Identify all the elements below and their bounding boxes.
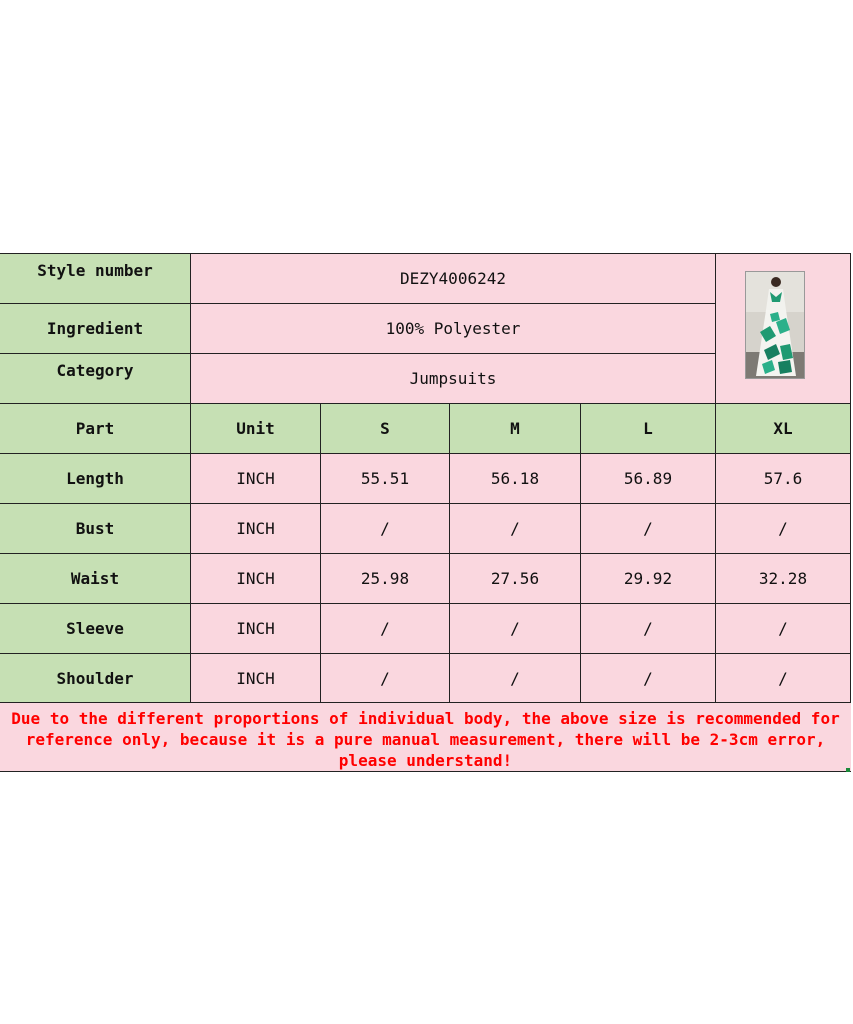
sleeve-m: / [450,604,581,654]
bust-m: / [450,504,581,554]
row-unit: INCH [191,654,321,703]
shoulder-xl: / [716,654,851,703]
waist-m: 27.56 [450,554,581,604]
header-size-l: L [581,404,716,454]
sleeve-s: / [321,604,450,654]
header-unit: Unit [191,404,321,454]
style-number-value: DEZY4006242 [191,254,716,304]
sleeve-l: / [581,604,716,654]
length-xl: 57.6 [716,454,851,504]
row-part-shoulder: Shoulder [0,654,191,703]
measurement-notice: Due to the different proportions of individual body, the above size is recommended for reference only, because it is a pure manual measurement, there will be 2-3cm error, please understand! [0,703,851,772]
category-label: Category [0,354,191,404]
header-size-s: S [321,404,450,454]
row-unit: INCH [191,604,321,654]
length-s: 55.51 [321,454,450,504]
header-size-m: M [450,404,581,454]
header-size-xl: XL [716,404,851,454]
sleeve-xl: / [716,604,851,654]
length-l: 56.89 [581,454,716,504]
shoulder-s: / [321,654,450,703]
product-photo [745,271,805,379]
waist-l: 29.92 [581,554,716,604]
length-m: 56.18 [450,454,581,504]
bust-l: / [581,504,716,554]
dress-model-image [746,272,805,379]
row-unit: INCH [191,454,321,504]
size-chart [0,253,851,772]
bust-s: / [321,504,450,554]
shoulder-m: / [450,654,581,703]
waist-s: 25.98 [321,554,450,604]
row-part-bust: Bust [0,504,191,554]
row-unit: INCH [191,504,321,554]
row-part-waist: Waist [0,554,191,604]
waist-xl: 32.28 [716,554,851,604]
category-value: Jumpsuits [191,354,716,404]
row-unit: INCH [191,554,321,604]
selection-handle [846,768,850,772]
row-part-sleeve: Sleeve [0,604,191,654]
ingredient-label: Ingredient [0,304,191,354]
row-part-length: Length [0,454,191,504]
ingredient-value: 100% Polyester [191,304,716,354]
bust-xl: / [716,504,851,554]
shoulder-l: / [581,654,716,703]
header-part: Part [0,404,191,454]
style-number-label: Style number [0,254,191,304]
